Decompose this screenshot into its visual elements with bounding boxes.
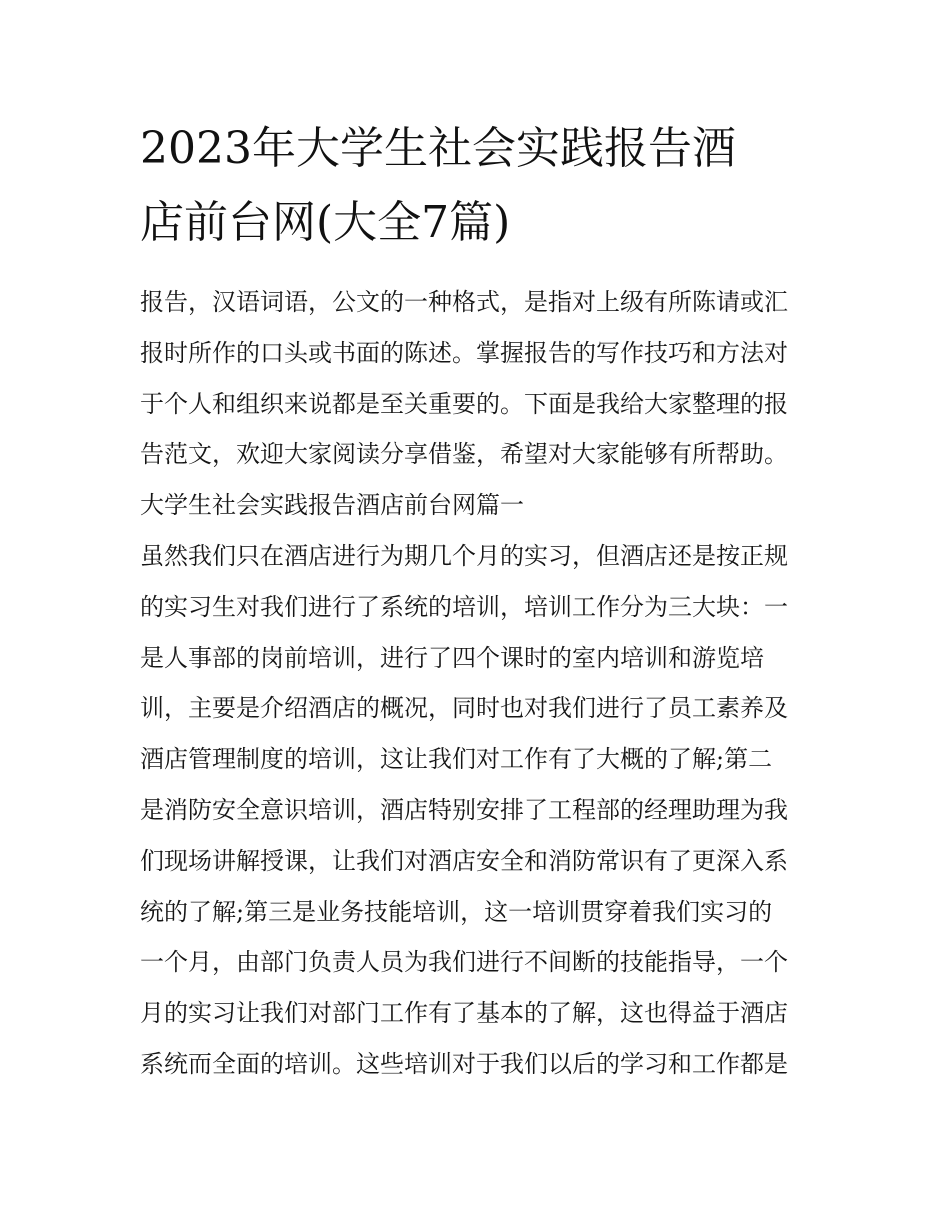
paragraph-line: 训，主要是介绍酒店的概况，同时也对我们进行了员工素养及 — [140, 694, 788, 723]
paragraph-line: 报告，汉语词语，公文的一种格式，是指对上级有所陈请或汇 — [140, 288, 788, 316]
paragraph-line: 虽然我们只在酒店进行为期几个月的实习，但酒店还是按正规 — [140, 541, 788, 570]
paragraph-line: 于个人和组织来说都是至关重要的。下面是我给大家整理的报 — [140, 389, 788, 418]
paragraph-line: 月的实习让我们对部门工作有了基本的了解，这也得益于酒店 — [140, 999, 788, 1028]
paragraph-line: 是消防安全意识培训，酒店特别安排了工程部的经理助理为我 — [140, 795, 788, 824]
paragraph-line: 是人事部的岗前培训，进行了四个课时的室内培训和游览培 — [140, 643, 764, 672]
section-heading: 大学生社会实践报告酒店前台网篇一 — [140, 491, 524, 520]
paragraph-line: 统的了解;第三是业务技能培训，这一培训贯穿着我们实习的 — [140, 897, 773, 926]
title-line-1: 2023年大学生社会实践报告酒 — [140, 123, 736, 174]
paragraph-line: 一个月，由部门负责人员为我们进行不间断的技能指导，一个 — [140, 948, 788, 977]
paragraph-line: 报时所作的口头或书面的陈述。掌握报告的写作技巧和方法对 — [140, 338, 788, 367]
paragraph-line: 酒店管理制度的培训，这让我们对工作有了大概的了解;第二 — [140, 745, 773, 774]
title-line-2: 店前台网(大全7篇) — [140, 197, 511, 248]
paragraph-line: 告范文，欢迎大家阅读分享借鉴，希望对大家能够有所帮助。 — [140, 440, 788, 469]
paragraph-line: 们现场讲解授课，让我们对酒店安全和消防常识有了更深入系 — [140, 846, 788, 875]
paragraph-line: 的实习生对我们进行了系统的培训，培训工作分为三大块：一 — [140, 592, 788, 621]
document-title — [140, 112, 820, 260]
paragraph-line: 系统而全面的培训。这些培训对于我们以后的学习和工作都是 — [140, 1049, 788, 1078]
document-body — [140, 277, 820, 1090]
